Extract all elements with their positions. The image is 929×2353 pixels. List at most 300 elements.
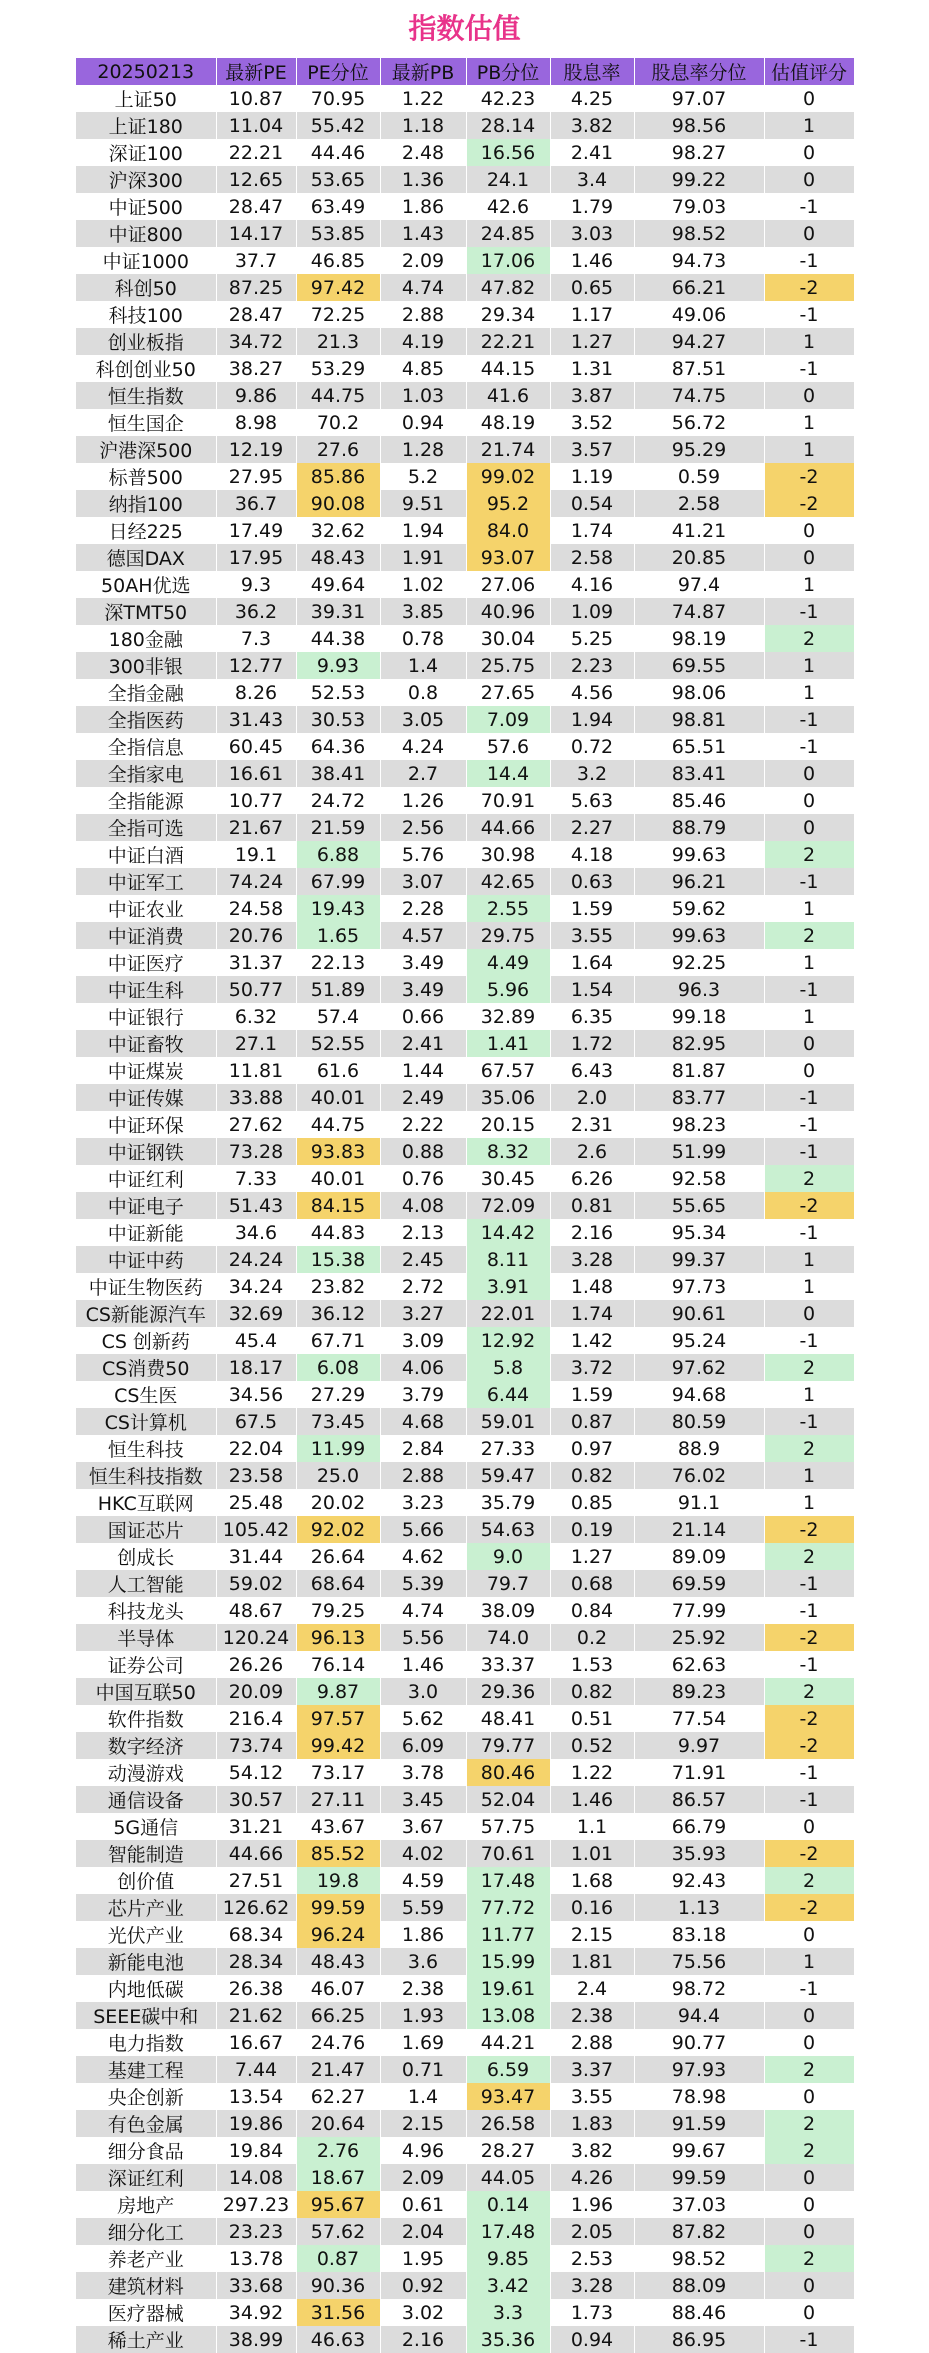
table-row [76, 490, 854, 517]
cell-dividend-percentile: 77.99 [634, 1597, 764, 1624]
cell-index-name: 中证银行 [76, 1003, 216, 1030]
cell-index-name: 稀土产业 [76, 2326, 216, 2353]
cell-pe-percentile: 97.42 [296, 274, 380, 301]
cell-dividend-percentile: 91.59 [634, 2110, 764, 2137]
cell-valuation-score: -1 [764, 976, 854, 1003]
cell-index-name: 中证1000 [76, 247, 216, 274]
cell-index-name: 科创50 [76, 274, 216, 301]
cell-dividend-yield: 3.57 [550, 436, 634, 463]
cell-dividend-percentile: 95.24 [634, 1327, 764, 1354]
cell-dividend-yield: 5.63 [550, 787, 634, 814]
cell-dividend-yield: 6.43 [550, 1057, 634, 1084]
cell-dividend-yield: 0.72 [550, 733, 634, 760]
table-row [76, 1624, 854, 1651]
cell-pb-percentile: 16.56 [466, 139, 550, 166]
cell-valuation-score: -2 [764, 490, 854, 517]
cell-pb: 4.57 [380, 922, 466, 949]
table-row [76, 301, 854, 328]
cell-pe: 31.21 [216, 1813, 296, 1840]
cell-valuation-score: 0 [764, 382, 854, 409]
cell-pb-percentile: 24.85 [466, 220, 550, 247]
cell-valuation-score: 2 [764, 1678, 854, 1705]
cell-index-name: 软件指数 [76, 1705, 216, 1732]
cell-pe-percentile: 85.86 [296, 463, 380, 490]
cell-index-name: 50AH优选 [76, 571, 216, 598]
table-row [76, 2002, 854, 2029]
cell-dividend-percentile: 85.46 [634, 787, 764, 814]
cell-valuation-score: 2 [764, 2245, 854, 2272]
cell-index-name: 300非银 [76, 652, 216, 679]
cell-pb: 1.94 [380, 517, 466, 544]
cell-pb-percentile: 3.91 [466, 1273, 550, 1300]
cell-pe: 21.62 [216, 2002, 296, 2029]
cell-pe: 13.54 [216, 2083, 296, 2110]
cell-pe: 16.67 [216, 2029, 296, 2056]
cell-valuation-score: -2 [764, 1705, 854, 1732]
cell-index-name: 创成长 [76, 1543, 216, 1570]
cell-index-name: CS计算机 [76, 1408, 216, 1435]
cell-index-name: 中证钢铁 [76, 1138, 216, 1165]
cell-pe: 27.62 [216, 1111, 296, 1138]
table-row [76, 274, 854, 301]
cell-pb-percentile: 44.05 [466, 2164, 550, 2191]
cell-index-name: 建筑材料 [76, 2272, 216, 2299]
cell-pe-percentile: 84.15 [296, 1192, 380, 1219]
cell-pe-percentile: 20.02 [296, 1489, 380, 1516]
cell-pe: 16.61 [216, 760, 296, 787]
cell-index-name: 光伏产业 [76, 1921, 216, 1948]
cell-dividend-percentile: 96.21 [634, 868, 764, 895]
cell-pe: 28.34 [216, 1948, 296, 1975]
cell-dividend-percentile: 90.77 [634, 2029, 764, 2056]
cell-dividend-percentile: 21.14 [634, 1516, 764, 1543]
header-valuation-score: 估值评分 [764, 58, 854, 85]
table-row [76, 409, 854, 436]
cell-valuation-score: 2 [764, 1354, 854, 1381]
cell-index-name: 中证500 [76, 193, 216, 220]
cell-pe: 105.42 [216, 1516, 296, 1543]
cell-index-name: CS新能源汽车 [76, 1300, 216, 1327]
table-row [76, 2164, 854, 2191]
cell-pb-percentile: 27.65 [466, 679, 550, 706]
table-row [76, 1948, 854, 1975]
cell-index-name: 科创创业50 [76, 355, 216, 382]
cell-valuation-score: -2 [764, 1840, 854, 1867]
cell-index-name: 基建工程 [76, 2056, 216, 2083]
cell-pb: 2.48 [380, 139, 466, 166]
cell-pe-percentile: 57.4 [296, 1003, 380, 1030]
cell-pb: 4.59 [380, 1867, 466, 1894]
cell-dividend-yield: 0.2 [550, 1624, 634, 1651]
table-row [76, 1003, 854, 1030]
table-body [76, 85, 854, 2353]
cell-dividend-yield: 3.82 [550, 112, 634, 139]
cell-dividend-yield: 1.01 [550, 1840, 634, 1867]
cell-pe-percentile: 44.38 [296, 625, 380, 652]
cell-dividend-percentile: 97.4 [634, 571, 764, 598]
cell-pe: 27.95 [216, 463, 296, 490]
cell-index-name: 央企创新 [76, 2083, 216, 2110]
cell-dividend-percentile: 88.09 [634, 2272, 764, 2299]
cell-pb: 3.79 [380, 1381, 466, 1408]
cell-pb: 3.23 [380, 1489, 466, 1516]
cell-valuation-score: 0 [764, 544, 854, 571]
cell-pb: 2.84 [380, 1435, 466, 1462]
header-date: 20250213 [76, 58, 216, 85]
cell-pb-percentile: 21.74 [466, 436, 550, 463]
cell-dividend-percentile: 97.62 [634, 1354, 764, 1381]
table-row [76, 895, 854, 922]
table-row [76, 1894, 854, 1921]
cell-pe-percentile: 11.99 [296, 1435, 380, 1462]
cell-pe: 73.74 [216, 1732, 296, 1759]
cell-pe: 34.6 [216, 1219, 296, 1246]
cell-pb-percentile: 30.45 [466, 1165, 550, 1192]
cell-dividend-yield: 1.64 [550, 949, 634, 976]
cell-valuation-score: 1 [764, 1246, 854, 1273]
cell-pb: 5.39 [380, 1570, 466, 1597]
cell-dividend-percentile: 83.18 [634, 1921, 764, 1948]
cell-dividend-percentile: 94.68 [634, 1381, 764, 1408]
cell-pe-percentile: 44.83 [296, 1219, 380, 1246]
cell-dividend-yield: 0.16 [550, 1894, 634, 1921]
cell-pe-percentile: 63.49 [296, 193, 380, 220]
table-row [76, 1381, 854, 1408]
table-row [76, 571, 854, 598]
cell-index-name: 证券公司 [76, 1651, 216, 1678]
cell-pb-percentile: 24.1 [466, 166, 550, 193]
cell-valuation-score: -1 [764, 1570, 854, 1597]
cell-pb-percentile: 59.47 [466, 1462, 550, 1489]
cell-pe-percentile: 73.45 [296, 1408, 380, 1435]
cell-dividend-yield: 1.48 [550, 1273, 634, 1300]
cell-pb-percentile: 35.79 [466, 1489, 550, 1516]
cell-pb-percentile: 3.42 [466, 2272, 550, 2299]
cell-pe-percentile: 21.47 [296, 2056, 380, 2083]
cell-pb-percentile: 19.61 [466, 1975, 550, 2002]
cell-valuation-score: 2 [764, 1867, 854, 1894]
cell-dividend-percentile: 87.51 [634, 355, 764, 382]
cell-pe: 23.23 [216, 2218, 296, 2245]
cell-valuation-score: 2 [764, 922, 854, 949]
cell-dividend-percentile: 95.29 [634, 436, 764, 463]
table-row [76, 814, 854, 841]
cell-index-name: 中证生科 [76, 976, 216, 1003]
cell-pb-percentile: 38.09 [466, 1597, 550, 1624]
cell-pe: 32.69 [216, 1300, 296, 1327]
cell-pb: 0.8 [380, 679, 466, 706]
cell-index-name: 电力指数 [76, 2029, 216, 2056]
cell-pb-percentile: 15.99 [466, 1948, 550, 1975]
cell-index-name: 内地低碳 [76, 1975, 216, 2002]
table-row [76, 1192, 854, 1219]
cell-index-name: 深证红利 [76, 2164, 216, 2191]
cell-dividend-yield: 1.42 [550, 1327, 634, 1354]
cell-pe-percentile: 21.59 [296, 814, 380, 841]
cell-index-name: HKC互联网 [76, 1489, 216, 1516]
cell-pb: 4.08 [380, 1192, 466, 1219]
cell-valuation-score: -2 [764, 274, 854, 301]
table-row [76, 1300, 854, 1327]
cell-pb-percentile: 29.34 [466, 301, 550, 328]
cell-pb: 1.26 [380, 787, 466, 814]
cell-pe-percentile: 48.43 [296, 544, 380, 571]
cell-pe-percentile: 15.38 [296, 1246, 380, 1273]
cell-dividend-yield: 3.4 [550, 166, 634, 193]
cell-pe-percentile: 64.36 [296, 733, 380, 760]
cell-dividend-yield: 0.81 [550, 1192, 634, 1219]
cell-dividend-yield: 2.31 [550, 1111, 634, 1138]
cell-dividend-yield: 4.18 [550, 841, 634, 868]
cell-pb: 3.78 [380, 1759, 466, 1786]
cell-pe-percentile: 2.76 [296, 2137, 380, 2164]
cell-dividend-yield: 0.87 [550, 1408, 634, 1435]
cell-dividend-yield: 3.72 [550, 1354, 634, 1381]
cell-pb: 3.27 [380, 1300, 466, 1327]
table-row [76, 220, 854, 247]
cell-valuation-score: -1 [764, 598, 854, 625]
cell-pb: 3.45 [380, 1786, 466, 1813]
cell-pb: 5.76 [380, 841, 466, 868]
cell-valuation-score: -1 [764, 706, 854, 733]
cell-pe: 31.43 [216, 706, 296, 733]
cell-pe: 21.67 [216, 814, 296, 841]
cell-index-name: 恒生指数 [76, 382, 216, 409]
cell-pb: 6.09 [380, 1732, 466, 1759]
cell-pe-percentile: 24.76 [296, 2029, 380, 2056]
table-row [76, 1516, 854, 1543]
cell-dividend-yield: 2.05 [550, 2218, 634, 2245]
table-row [76, 706, 854, 733]
header-pb-percentile: PB分位 [466, 58, 550, 85]
cell-valuation-score: 0 [764, 2272, 854, 2299]
table-row [76, 328, 854, 355]
cell-valuation-score: 1 [764, 112, 854, 139]
cell-index-name: 标普500 [76, 463, 216, 490]
cell-dividend-percentile: 98.56 [634, 112, 764, 139]
cell-index-name: 深证100 [76, 139, 216, 166]
cell-pe-percentile: 0.87 [296, 2245, 380, 2272]
cell-index-name: 科技龙头 [76, 1597, 216, 1624]
cell-pb-percentile: 30.98 [466, 841, 550, 868]
cell-pe-percentile: 51.89 [296, 976, 380, 1003]
cell-pb-percentile: 28.27 [466, 2137, 550, 2164]
cell-pe-percentile: 38.41 [296, 760, 380, 787]
cell-pb: 0.71 [380, 2056, 466, 2083]
cell-pb-percentile: 93.07 [466, 544, 550, 571]
cell-pb-percentile: 14.42 [466, 1219, 550, 1246]
cell-valuation-score: 0 [764, 1921, 854, 1948]
cell-dividend-yield: 1.27 [550, 328, 634, 355]
cell-pe: 8.98 [216, 409, 296, 436]
cell-index-name: 5G通信 [76, 1813, 216, 1840]
cell-dividend-percentile: 55.65 [634, 1192, 764, 1219]
cell-dividend-percentile: 97.93 [634, 2056, 764, 2083]
cell-valuation-score: 1 [764, 436, 854, 463]
cell-pe: 9.3 [216, 571, 296, 598]
table-row [76, 1651, 854, 1678]
cell-valuation-score: -2 [764, 1516, 854, 1543]
cell-pe-percentile: 52.53 [296, 679, 380, 706]
cell-pe: 14.08 [216, 2164, 296, 2191]
cell-dividend-yield: 1.31 [550, 355, 634, 382]
cell-dividend-yield: 0.51 [550, 1705, 634, 1732]
table-row [76, 1489, 854, 1516]
cell-index-name: 医疗器械 [76, 2299, 216, 2326]
cell-dividend-yield: 4.25 [550, 85, 634, 112]
cell-dividend-percentile: 76.02 [634, 1462, 764, 1489]
cell-pe-percentile: 23.82 [296, 1273, 380, 1300]
cell-pe-percentile: 70.2 [296, 409, 380, 436]
cell-dividend-yield: 1.22 [550, 1759, 634, 1786]
cell-pb-percentile: 5.8 [466, 1354, 550, 1381]
cell-pb: 4.85 [380, 355, 466, 382]
cell-pb-percentile: 33.37 [466, 1651, 550, 1678]
cell-valuation-score: 1 [764, 679, 854, 706]
cell-pb-percentile: 6.44 [466, 1381, 550, 1408]
cell-pe-percentile: 44.75 [296, 1111, 380, 1138]
cell-pb: 3.02 [380, 2299, 466, 2326]
cell-pb-percentile: 12.92 [466, 1327, 550, 1354]
cell-valuation-score: 1 [764, 1462, 854, 1489]
cell-dividend-percentile: 69.59 [634, 1570, 764, 1597]
cell-pb-percentile: 17.48 [466, 1867, 550, 1894]
table-row [76, 652, 854, 679]
cell-pe: 38.99 [216, 2326, 296, 2353]
cell-pb: 2.04 [380, 2218, 466, 2245]
table-row [76, 1084, 854, 1111]
cell-pb-percentile: 57.75 [466, 1813, 550, 1840]
cell-pb-percentile: 35.06 [466, 1084, 550, 1111]
table-row [76, 2083, 854, 2110]
cell-valuation-score: -1 [764, 1327, 854, 1354]
cell-pb: 3.09 [380, 1327, 466, 1354]
cell-pe-percentile: 67.71 [296, 1327, 380, 1354]
table-row [76, 1597, 854, 1624]
cell-index-name: 房地产 [76, 2191, 216, 2218]
cell-dividend-yield: 6.35 [550, 1003, 634, 1030]
cell-dividend-percentile: 59.62 [634, 895, 764, 922]
table-row [76, 1462, 854, 1489]
cell-pb: 0.66 [380, 1003, 466, 1030]
table-header-row [76, 58, 854, 85]
cell-pe-percentile: 31.56 [296, 2299, 380, 2326]
cell-pb: 1.36 [380, 166, 466, 193]
cell-dividend-percentile: 56.72 [634, 409, 764, 436]
cell-pb-percentile: 4.49 [466, 949, 550, 976]
cell-pb: 5.56 [380, 1624, 466, 1651]
cell-dividend-percentile: 9.97 [634, 1732, 764, 1759]
cell-pb-percentile: 29.75 [466, 922, 550, 949]
cell-dividend-percentile: 90.61 [634, 1300, 764, 1327]
cell-index-name: 有色金属 [76, 2110, 216, 2137]
cell-valuation-score: -1 [764, 1786, 854, 1813]
cell-pb-percentile: 26.58 [466, 2110, 550, 2137]
table-row [76, 1786, 854, 1813]
cell-valuation-score: 2 [764, 625, 854, 652]
header-pb: 最新PB [380, 58, 466, 85]
cell-valuation-score: -1 [764, 1759, 854, 1786]
table-row [76, 2137, 854, 2164]
cell-index-name: 上证180 [76, 112, 216, 139]
cell-dividend-yield: 1.81 [550, 1948, 634, 1975]
cell-index-name: 全指信息 [76, 733, 216, 760]
cell-index-name: 中证800 [76, 220, 216, 247]
cell-index-name: 中证白酒 [76, 841, 216, 868]
cell-pb: 2.09 [380, 247, 466, 274]
cell-dividend-yield: 2.88 [550, 2029, 634, 2056]
cell-valuation-score: 0 [764, 517, 854, 544]
cell-pe-percentile: 90.08 [296, 490, 380, 517]
cell-dividend-yield: 3.87 [550, 382, 634, 409]
cell-pb: 5.2 [380, 463, 466, 490]
table-row [76, 1435, 854, 1462]
header-dividend-percentile: 股息率分位 [634, 58, 764, 85]
cell-dividend-percentile: 78.98 [634, 2083, 764, 2110]
cell-index-name: 中证医疗 [76, 949, 216, 976]
cell-pb: 5.62 [380, 1705, 466, 1732]
table-row [76, 1732, 854, 1759]
cell-index-name: 沪深300 [76, 166, 216, 193]
cell-dividend-percentile: 89.09 [634, 1543, 764, 1570]
cell-pb-percentile: 57.6 [466, 733, 550, 760]
cell-valuation-score: 0 [764, 1813, 854, 1840]
cell-pb: 1.02 [380, 571, 466, 598]
cell-dividend-percentile: 88.79 [634, 814, 764, 841]
cell-valuation-score: -1 [764, 355, 854, 382]
cell-valuation-score: -2 [764, 463, 854, 490]
table-row [76, 436, 854, 463]
cell-pe: 28.47 [216, 301, 296, 328]
cell-pb: 2.28 [380, 895, 466, 922]
cell-dividend-percentile: 66.21 [634, 274, 764, 301]
cell-valuation-score: -1 [764, 1408, 854, 1435]
cell-pe-percentile: 85.52 [296, 1840, 380, 1867]
cell-pe-percentile: 70.95 [296, 85, 380, 112]
cell-pe: 33.88 [216, 1084, 296, 1111]
cell-pb: 1.86 [380, 193, 466, 220]
cell-pe: 74.24 [216, 868, 296, 895]
cell-pb-percentile: 29.36 [466, 1678, 550, 1705]
cell-pe: 20.09 [216, 1678, 296, 1705]
cell-pe-percentile: 68.64 [296, 1570, 380, 1597]
cell-pe: 34.24 [216, 1273, 296, 1300]
cell-pb: 2.15 [380, 2110, 466, 2137]
cell-pb-percentile: 40.96 [466, 598, 550, 625]
cell-pe-percentile: 40.01 [296, 1165, 380, 1192]
cell-index-name: 通信设备 [76, 1786, 216, 1813]
cell-pb-percentile: 17.48 [466, 2218, 550, 2245]
cell-pb-percentile: 28.14 [466, 112, 550, 139]
cell-dividend-yield: 1.79 [550, 193, 634, 220]
cell-dividend-yield: 0.68 [550, 1570, 634, 1597]
cell-pe: 27.51 [216, 1867, 296, 1894]
cell-pe: 45.4 [216, 1327, 296, 1354]
cell-index-name: 沪港深500 [76, 436, 216, 463]
cell-index-name: 细分食品 [76, 2137, 216, 2164]
cell-pb-percentile: 79.7 [466, 1570, 550, 1597]
cell-index-name: 国证芯片 [76, 1516, 216, 1543]
cell-dividend-percentile: 99.37 [634, 1246, 764, 1273]
cell-dividend-percentile: 94.4 [634, 2002, 764, 2029]
cell-valuation-score: 0 [764, 85, 854, 112]
cell-pe: 36.7 [216, 490, 296, 517]
table-row [76, 2272, 854, 2299]
cell-pb: 1.95 [380, 2245, 466, 2272]
cell-index-name: 细分化工 [76, 2218, 216, 2245]
cell-valuation-score: 0 [764, 220, 854, 247]
cell-dividend-percentile: 75.56 [634, 1948, 764, 1975]
